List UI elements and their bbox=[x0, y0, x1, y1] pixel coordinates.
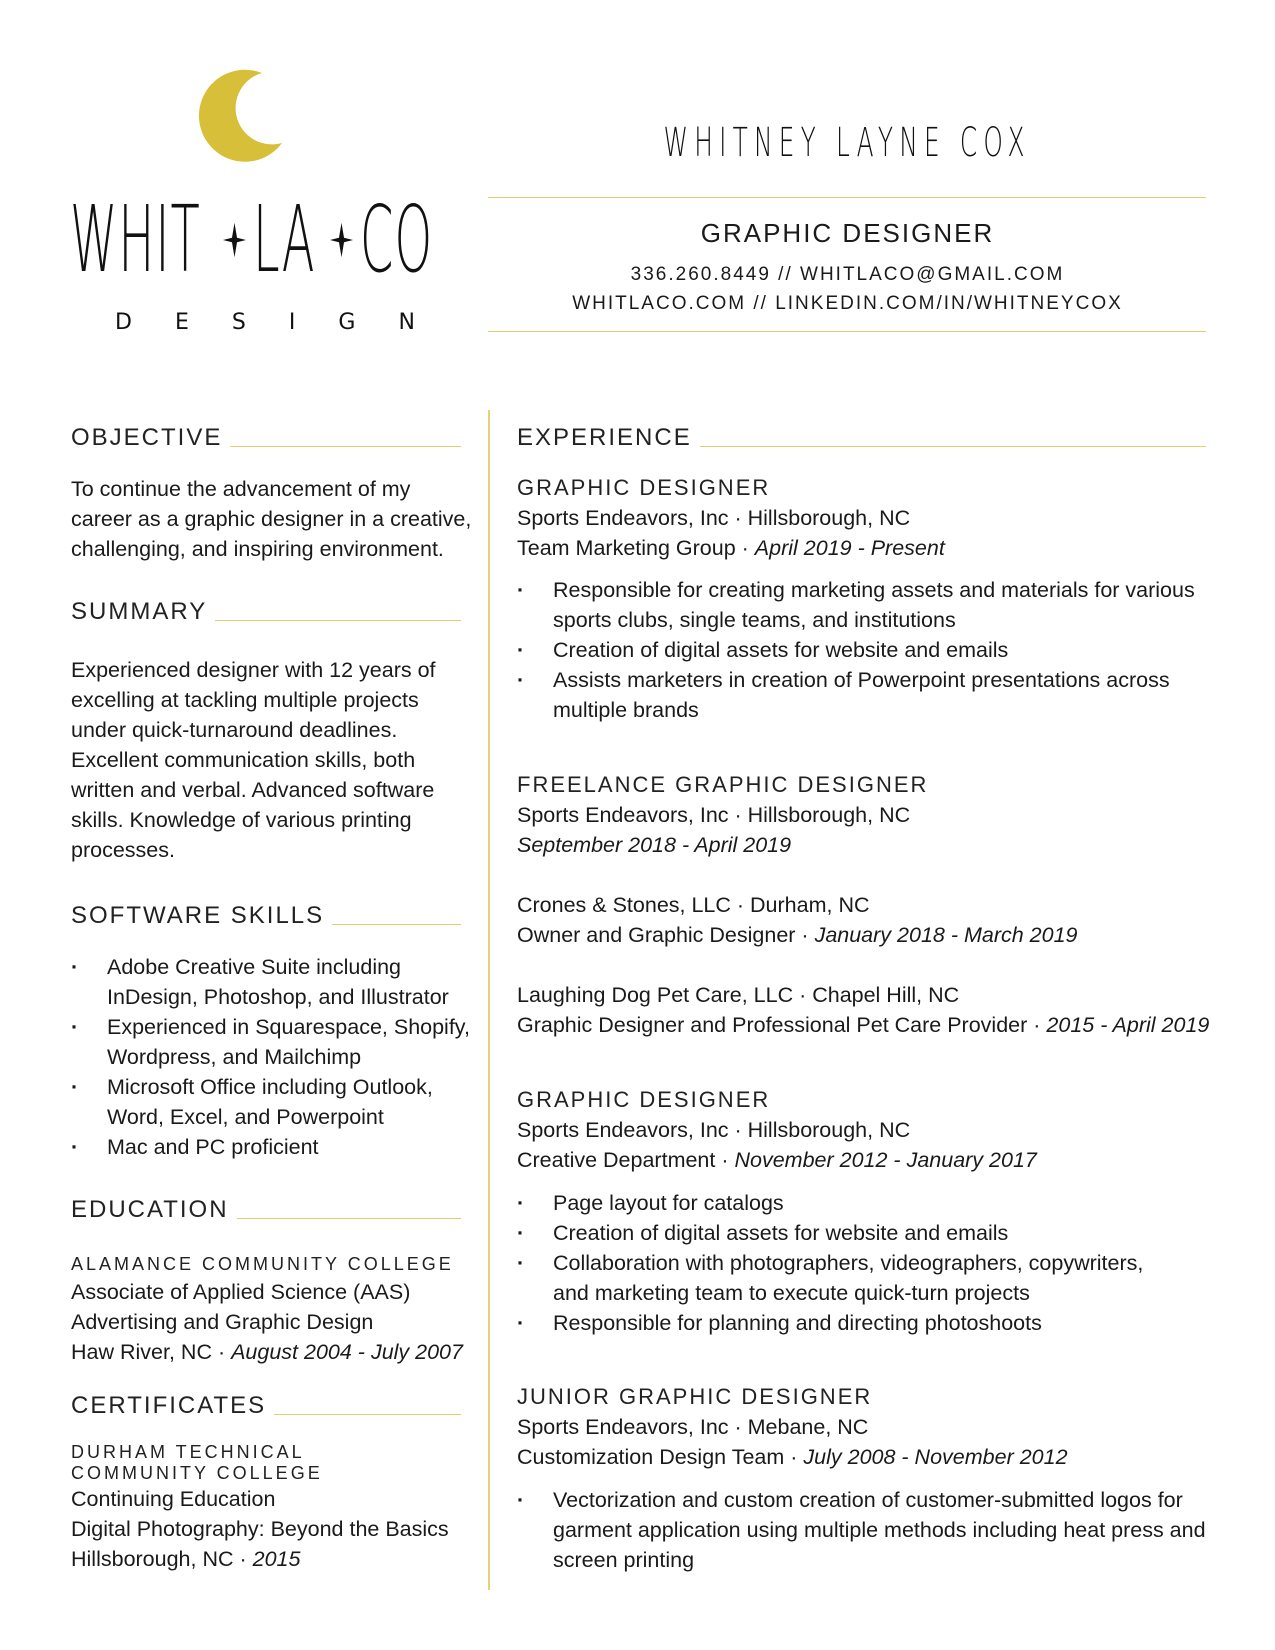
certificate-type: Continuing Education bbox=[71, 1487, 276, 1511]
job4-meta bbox=[517, 1412, 1068, 1472]
section-heading-text: CERTIFICATES bbox=[71, 1392, 267, 1419]
logo-sub-letter: E bbox=[174, 310, 189, 335]
logo-letters-left: WHIT bbox=[70, 186, 201, 293]
text-line: · Creation of digital assets for website and emails bbox=[553, 1221, 1009, 1245]
list-item bbox=[517, 1308, 1207, 1338]
contact-phone-email: 336.260.8449 // WHITLACO@GMAIL.COM bbox=[630, 264, 1065, 285]
text-line: · Microsoft Office including Outlook, bbox=[107, 1075, 433, 1099]
text-line: InDesign, Photoshop, and Illustrator bbox=[107, 985, 449, 1009]
job1-title: GRAPHIC DESIGNER bbox=[517, 475, 771, 500]
sparkle-icon bbox=[329, 220, 354, 260]
job3-bullets bbox=[517, 1188, 1207, 1338]
job-dept: Creative Department · bbox=[517, 1148, 729, 1172]
column-divider bbox=[488, 410, 490, 1590]
list-item bbox=[71, 1072, 471, 1132]
text-line: · Creation of digital assets for website and emails bbox=[553, 638, 1009, 662]
logo-subtitle bbox=[115, 310, 415, 335]
list-item bbox=[517, 1218, 1207, 1248]
job-company: Laughing Dog Pet Care, LLC · Chapel Hill, NC bbox=[517, 983, 960, 1007]
text-line: Wordpress, and Mailchimp bbox=[107, 1045, 362, 1069]
header-rule-bottom bbox=[488, 331, 1206, 332]
logo-sub-letter: S bbox=[231, 310, 246, 335]
job-dates: September 2018 - April 2019 bbox=[517, 833, 792, 857]
list-item bbox=[517, 665, 1207, 725]
job-dates: January 2018 - March 2019 bbox=[814, 923, 1078, 947]
list-item bbox=[71, 1012, 471, 1072]
list-item bbox=[517, 1248, 1207, 1308]
education-location-dates bbox=[71, 1337, 463, 1367]
summary-text bbox=[71, 655, 436, 865]
logo-sub-letter: N bbox=[398, 310, 415, 335]
text-line: screen printing bbox=[553, 1548, 695, 1572]
sparkle-icon bbox=[222, 220, 247, 260]
text-line: sports clubs, single teams, and institutions bbox=[553, 608, 956, 632]
text-line: DURHAM TECHNICAL bbox=[71, 1442, 305, 1462]
certificate-location: Hillsborough, NC · bbox=[71, 1547, 247, 1571]
section-heading-text: SUMMARY bbox=[71, 598, 208, 625]
job-company: Sports Endeavors, Inc · Mebane, NC bbox=[517, 1415, 869, 1439]
education-school: ALAMANCE COMMUNITY COLLEGE bbox=[71, 1254, 454, 1274]
text-line: · Collaboration with photographers, videographers, copywriters, bbox=[553, 1251, 1144, 1275]
job-dates: July 2008 - November 2012 bbox=[803, 1445, 1068, 1469]
experience-heading bbox=[517, 424, 1206, 452]
section-heading-text: EDUCATION bbox=[71, 1196, 229, 1223]
logo-sub-letter: G bbox=[338, 310, 356, 335]
logo bbox=[60, 60, 434, 350]
job4-bullets bbox=[517, 1485, 1217, 1575]
text-line: written and verbal. Advanced software bbox=[71, 778, 435, 802]
job2-client2 bbox=[517, 890, 1078, 950]
list-item bbox=[517, 575, 1207, 635]
text-line: skills. Knowledge of various printing bbox=[71, 808, 412, 832]
job-role-dates bbox=[517, 920, 1078, 950]
education-details bbox=[71, 1277, 463, 1367]
section-heading-text: SOFTWARE SKILLS bbox=[71, 902, 325, 929]
job-company: Sports Endeavors, Inc · Hillsborough, NC bbox=[517, 1118, 911, 1142]
education-heading bbox=[71, 1196, 461, 1224]
job3-meta bbox=[517, 1115, 1037, 1175]
section-heading-text: EXPERIENCE bbox=[517, 424, 692, 451]
education-location: Haw River, NC · bbox=[71, 1340, 226, 1364]
text-line: To continue the advancement of my bbox=[71, 477, 411, 501]
summary-heading bbox=[71, 598, 461, 626]
text-line: challenging, and inspiring environment. bbox=[71, 537, 444, 561]
software-skills-list bbox=[71, 952, 471, 1162]
list-item bbox=[71, 952, 471, 1012]
objective-heading bbox=[71, 424, 461, 452]
job-dates: 2015 - April 2019 bbox=[1046, 1013, 1210, 1037]
text-line: · Responsible for creating marketing assets and materials for various bbox=[553, 578, 1195, 602]
job2-meta bbox=[517, 800, 910, 860]
contact-web-linkedin: WHITLACO.COM // LINKEDIN.COM/IN/WHITNEYCOX bbox=[572, 293, 1123, 314]
text-line: Excellent communication skills, both bbox=[71, 748, 416, 772]
education-program: Advertising and Graphic Design bbox=[71, 1310, 374, 1334]
education-dates: August 2004 - July 2007 bbox=[231, 1340, 463, 1364]
header-rule-top bbox=[488, 197, 1206, 198]
job-dates: April 2019 - Present bbox=[754, 536, 945, 560]
logo-sub-letter: D bbox=[115, 310, 132, 335]
certificate-location-year bbox=[71, 1544, 449, 1574]
text-line: excelling at tackling multiple projects bbox=[71, 688, 419, 712]
text-line: · Experienced in Squarespace, Shopify, bbox=[107, 1015, 470, 1039]
text-line: under quick-turnaround deadlines. bbox=[71, 718, 398, 742]
text-line: · Vectorization and custom creation of customer-submitted logos for bbox=[553, 1488, 1183, 1512]
job-dates: November 2012 - January 2017 bbox=[734, 1148, 1037, 1172]
text-line: multiple brands bbox=[553, 698, 699, 722]
job-role: Owner and Graphic Designer · bbox=[517, 923, 809, 947]
text-line: · Assists marketers in creation of Powerpoint presentations across bbox=[553, 668, 1170, 692]
certificate-course: Digital Photography: Beyond the Basics bbox=[71, 1517, 449, 1541]
objective-text bbox=[71, 474, 471, 564]
education-degree: Associate of Applied Science (AAS) bbox=[71, 1280, 411, 1304]
list-item bbox=[517, 635, 1207, 665]
text-line: · Mac and PC proficient bbox=[107, 1135, 319, 1159]
text-line: · Page layout for catalogs bbox=[553, 1191, 784, 1215]
job4-title: JUNIOR GRAPHIC DESIGNER bbox=[517, 1384, 873, 1409]
job1-meta bbox=[517, 503, 945, 563]
job3-title: GRAPHIC DESIGNER bbox=[517, 1087, 771, 1112]
job-title: GRAPHIC DESIGNER bbox=[700, 218, 995, 248]
job-dept-dates bbox=[517, 533, 945, 563]
job-dept: Customization Design Team · bbox=[517, 1445, 798, 1469]
text-line: processes. bbox=[71, 838, 175, 862]
crescent-moon-icon bbox=[190, 65, 290, 165]
text-line: · Responsible for planning and directing photoshoots bbox=[553, 1311, 1042, 1335]
job-company: Sports Endeavors, Inc · Hillsborough, NC bbox=[517, 803, 911, 827]
certificate-year: 2015 bbox=[252, 1547, 301, 1571]
job2-title: FREELANCE GRAPHIC DESIGNER bbox=[517, 772, 929, 797]
job-dept-dates bbox=[517, 1442, 1068, 1472]
text-line: garment application using multiple methods including heat press and bbox=[553, 1518, 1206, 1542]
section-heading-text: OBJECTIVE bbox=[71, 424, 223, 451]
logo-letters-right: CO bbox=[360, 186, 434, 293]
job-dept-dates bbox=[517, 1145, 1037, 1175]
job-role-dates bbox=[517, 1010, 1209, 1040]
job-company: Crones & Stones, LLC · Durham, NC bbox=[517, 893, 870, 917]
candidate-name bbox=[490, 120, 1205, 166]
list-item bbox=[517, 1188, 1207, 1218]
text-line: · Adobe Creative Suite including bbox=[107, 955, 402, 979]
job-company: Sports Endeavors, Inc · Hillsborough, NC bbox=[517, 506, 911, 530]
list-item bbox=[71, 1132, 471, 1162]
list-item bbox=[517, 1485, 1217, 1575]
job-dept: Team Marketing Group · bbox=[517, 536, 749, 560]
software-skills-heading bbox=[71, 902, 461, 930]
text-line: COMMUNITY COLLEGE bbox=[71, 1463, 323, 1483]
text-line: career as a graphic designer in a creative, bbox=[71, 507, 472, 531]
text-line: and marketing team to execute quick-turn projects bbox=[553, 1281, 1030, 1305]
text-line: Word, Excel, and Powerpoint bbox=[107, 1105, 384, 1129]
job2-client3 bbox=[517, 980, 1209, 1040]
candidate-name-text: WHITNEY LAYNE COX bbox=[663, 120, 1032, 166]
certificates-heading bbox=[71, 1392, 461, 1420]
text-line: Experienced designer with 12 years of bbox=[71, 658, 436, 682]
certificate-school bbox=[71, 1442, 323, 1484]
certificate-details bbox=[71, 1484, 449, 1574]
logo-letters-mid: LA bbox=[253, 186, 316, 293]
job-role: Graphic Designer and Professional Pet Care Provider · bbox=[517, 1013, 1041, 1037]
job1-bullets bbox=[517, 575, 1207, 725]
logo-sub-letter: I bbox=[288, 310, 296, 335]
